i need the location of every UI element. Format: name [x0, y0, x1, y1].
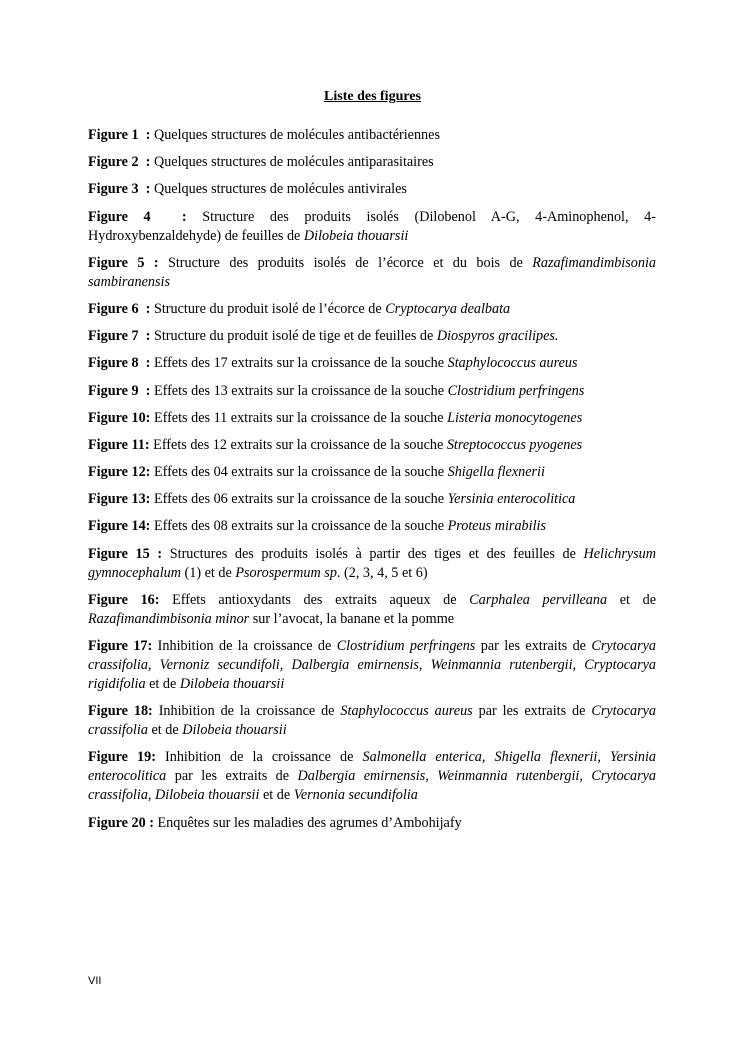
figure-caption-italic: Streptococcus pyogenes: [446, 436, 583, 453]
figure-entry: [88, 126, 656, 145]
figure-caption-italic: Diospyros gracilipes.: [436, 328, 559, 345]
figure-entry: [88, 254, 656, 292]
figure-label: Figure 17: [88, 638, 148, 654]
figure-list: [88, 126, 656, 841]
figure-separator: :: [138, 300, 154, 317]
figure-caption-text: Structure du produit isolé de l’écorce de: [153, 300, 386, 317]
figure-caption-text: Effets des 08 extraits sur la croissance de la souche: [153, 518, 448, 535]
figure-caption-text: Structure du produit isolé de tige et de feuilles de: [153, 328, 437, 345]
figure-label: Figure 7: [88, 328, 139, 345]
figure-caption-italic: Shigella flexnerii: [447, 464, 545, 481]
figure-entry: [88, 702, 656, 740]
figure-caption-text: Structures des produits isolés à partir des tiges et des feuilles de: [169, 545, 584, 562]
figure-caption-text: Effets des 13 extraits sur la croissance de la souche: [153, 382, 448, 399]
figure-separator: :: [138, 355, 154, 372]
figure-caption-italic: Clostridium perfringens: [447, 382, 585, 399]
figure-entry: [88, 382, 656, 401]
figure-caption-italic: Helichrysum gymnocephalum: [88, 545, 656, 581]
figure-label: Figure 13: [88, 491, 146, 508]
figure-separator: :: [145, 518, 154, 535]
figure-caption-italic: Proteus mirabilis: [447, 518, 546, 535]
figure-caption-italic: Carphalea pervilleana: [469, 591, 608, 608]
figure-caption-italic: Dilobeia thouarsii: [303, 227, 409, 244]
figure-separator: :: [145, 464, 154, 481]
figure-label: Figure 14: [88, 518, 146, 535]
figure-caption-text: et de: [607, 591, 657, 608]
figure-caption-italic: Crytocarya crassifolia, Vernoniz secundifoli, Dalbergia emirnensis, Weinmannia rutenbergii, Cryptocarya rigidifolia: [88, 638, 656, 692]
figure-entry: [88, 409, 656, 428]
figure-caption-text: Structure des produits isolés de l’écorce et du bois de: [167, 254, 533, 271]
figure-entry: [88, 327, 656, 346]
figure-label: Figure 19: [88, 749, 152, 766]
figure-separator: :: [144, 436, 154, 453]
figure-separator: :: [149, 545, 170, 562]
figure-separator: :: [138, 154, 154, 171]
figure-caption-text: par les extraits de: [166, 768, 298, 785]
figure-caption-italic: Clostridium perfringens: [336, 638, 476, 654]
figure-caption-text: Quelques structures de molécules antivirales: [153, 181, 407, 198]
figure-entry: [88, 354, 656, 373]
figure-entry: [88, 545, 656, 583]
figure-caption-text: (1) et de: [180, 564, 236, 581]
figure-label: Figure 11: [88, 436, 145, 453]
figure-caption-italic: Listeria monocytogenes: [447, 409, 583, 426]
figure-separator: :: [144, 254, 168, 271]
figure-caption-text: Effets des 17 extraits sur la croissance de la souche: [153, 355, 448, 372]
figure-caption-text: Quelques structures de molécules antiparasitaires: [153, 154, 434, 171]
figure-entry: [88, 300, 656, 319]
figure-entry: [88, 814, 656, 833]
figure-caption-text: Effets des 04 extraits sur la croissance de la souche: [153, 464, 448, 481]
figure-caption-italic: Yersinia enterocolitica: [447, 491, 576, 508]
figure-caption-italic: Vernonia secundifolia: [293, 787, 418, 804]
page-number: VII: [88, 975, 102, 987]
figure-separator: :: [138, 127, 154, 143]
figure-separator: :: [147, 638, 158, 654]
figure-caption-italic: Dilobeia thouarsii: [182, 722, 287, 739]
figure-caption-text: . (2, 3, 4, 5 et 6): [336, 564, 428, 581]
figure-caption-text: Effets des 06 extraits sur la croissance de la souche: [153, 491, 448, 508]
figure-caption-italic: Cryptocarya dealbata: [385, 300, 511, 317]
figure-label: Figure 1: [88, 127, 139, 143]
figure-caption-italic: Crytocarya crassifolia: [88, 703, 656, 739]
figure-caption-italic: Razafimandimbisonia sambiranensis: [88, 254, 656, 290]
page-title: Liste des figures: [324, 89, 421, 104]
figure-caption-italic: Salmonella enterica, Shigella flexnerii, Yersinia enterocolitica: [88, 749, 656, 785]
figure-caption-text: par les extraits de: [472, 703, 592, 720]
figure-separator: :: [154, 591, 173, 608]
figure-caption-italic: Dalbergia emirnensis, Weinmannia rutenbergii, Crytocarya crassifolia, Dilobeia thouarsii: [88, 768, 656, 804]
figure-label: Figure 15: [88, 545, 150, 562]
figure-entry: [88, 463, 656, 482]
figure-label: Figure 3: [88, 181, 139, 198]
figure-caption-text: et de: [147, 722, 183, 739]
figure-caption-text: Structure des produits isolés (Dilobenol A-G, 4-Aminophenol, 4-Hydroxybenzaldehyde) de feuilles de: [88, 208, 656, 244]
figure-separator: :: [138, 382, 154, 399]
figure-entry: [88, 180, 656, 199]
figure-separator: :: [145, 409, 154, 426]
figure-separator: :: [151, 749, 166, 766]
figure-entry: [88, 591, 656, 629]
figure-separator: :: [148, 703, 159, 720]
figure-label: Figure 18: [88, 703, 149, 720]
figure-entry: [88, 748, 656, 805]
figure-label: Figure 4: [88, 208, 151, 225]
figure-separator: :: [138, 181, 154, 198]
figure-caption-text: Inhibition de la croissance de: [165, 749, 363, 766]
figure-entry: [88, 436, 656, 455]
figure-caption-text: Enquêtes sur les maladies des agrumes d’Ambohijafy: [157, 814, 462, 831]
figure-caption-text: par les extraits de: [475, 638, 592, 654]
figure-caption-text: Inhibition de la croissance de: [158, 703, 341, 720]
figure-entry: [88, 208, 656, 246]
figure-label: Figure 8: [88, 355, 139, 372]
figure-caption-italic: Staphylococcus aureus: [447, 355, 578, 372]
figure-caption-italic: Dilobeia thouarsii: [179, 676, 285, 692]
figure-caption-text: Effets des 11 extraits sur la croissance de la souche: [153, 409, 448, 426]
figure-caption-text: Effets antioxydants des extraits aqueux de: [172, 591, 470, 608]
figure-separator: :: [138, 328, 154, 345]
figure-caption-italic: Psorospermum sp: [235, 564, 337, 581]
figure-caption-text: et de: [259, 787, 294, 804]
figure-entry: [88, 517, 656, 536]
figure-label: Figure 9: [88, 382, 139, 399]
figure-entry: [88, 637, 656, 694]
figure-separator: :: [145, 814, 158, 831]
figure-label: Figure 5: [88, 254, 145, 271]
figure-caption-text: et de: [145, 676, 180, 692]
figure-caption-text: Quelques structures de molécules antibactériennes: [153, 127, 440, 143]
figure-caption-italic: Razafimandimbisonia minor: [88, 610, 250, 627]
figure-label: Figure 16: [88, 591, 155, 608]
figure-label: Figure 20: [88, 814, 146, 831]
figure-caption-text: sur l’avocat, la banane et la pomme: [249, 610, 455, 627]
figure-label: Figure 12: [88, 464, 146, 481]
figure-caption-text: Inhibition de la croissance de: [157, 638, 337, 654]
figure-separator: :: [150, 208, 203, 225]
figure-entry: [88, 490, 656, 509]
figure-label: Figure 10: [88, 409, 146, 426]
figure-separator: :: [145, 491, 154, 508]
figure-label: Figure 2: [88, 154, 139, 171]
figure-caption-text: Effets des 12 extraits sur la croissance de la souche: [153, 436, 447, 453]
figure-label: Figure 6: [88, 300, 139, 317]
figure-caption-italic: Staphylococcus aureus: [340, 703, 473, 720]
figure-entry: [88, 153, 656, 172]
